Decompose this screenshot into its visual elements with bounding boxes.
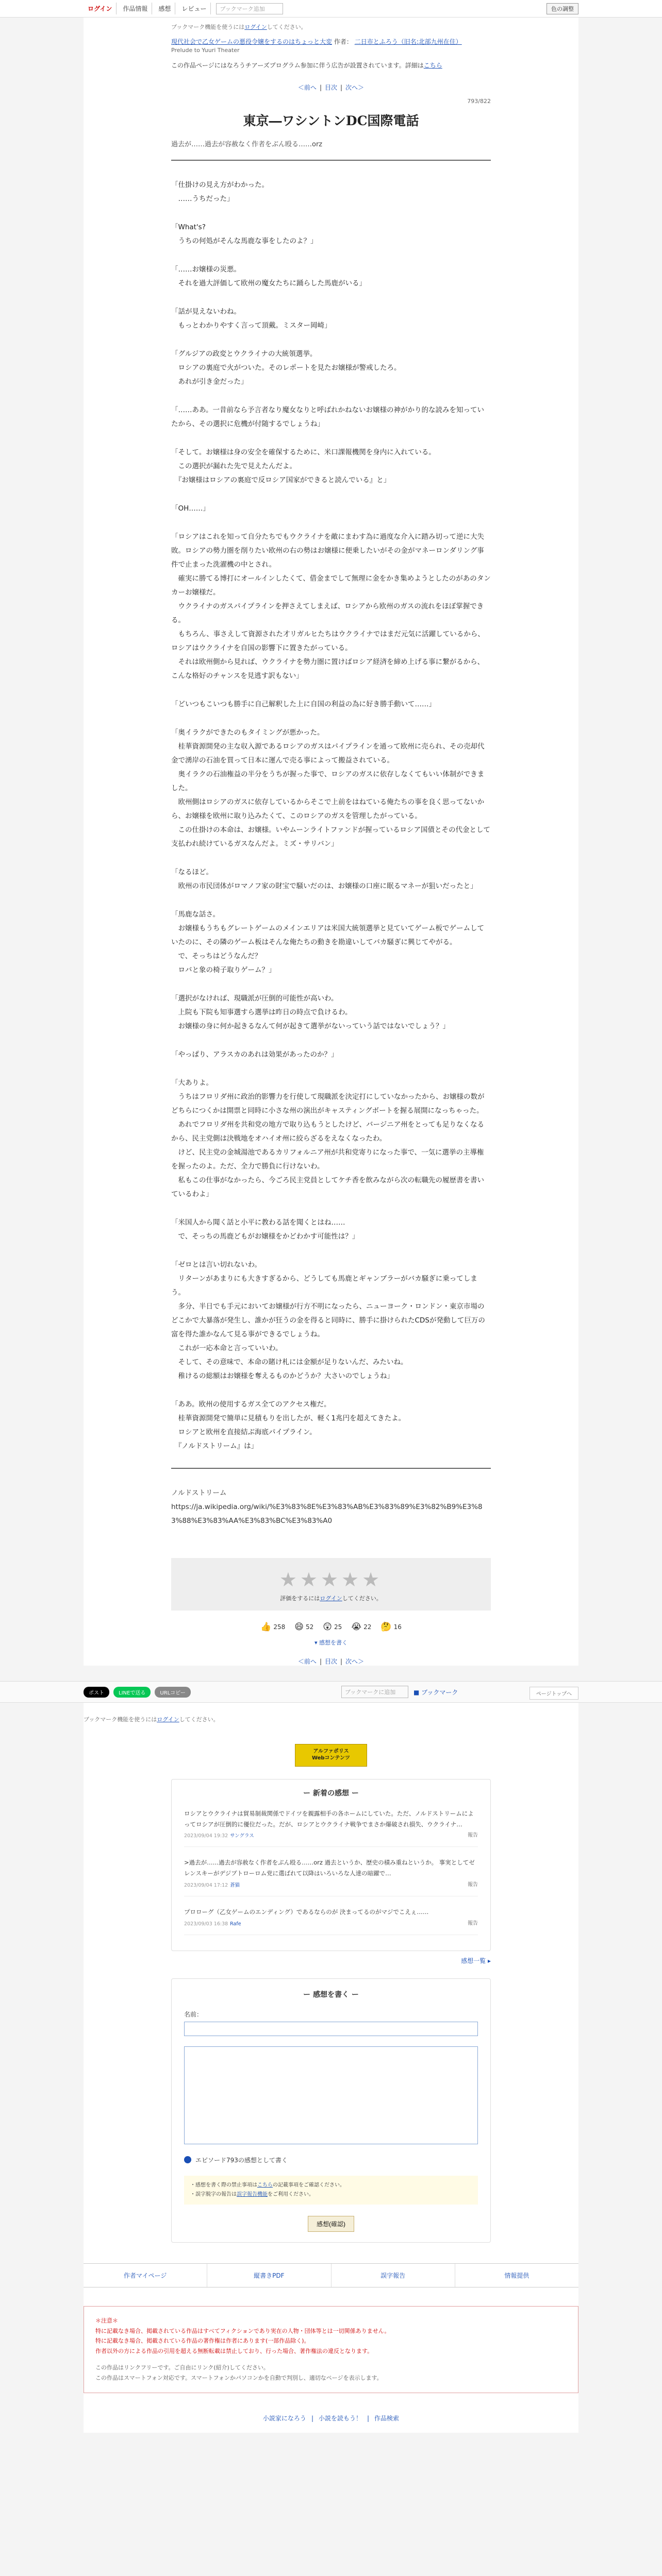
report-button[interactable]: 報告 xyxy=(468,1920,478,1926)
bottom-links: 小説家になろう | 小説を読もう！ | 作品検索 xyxy=(262,2414,400,2422)
write-warnings: ・感想を書く際の禁止事項はこちらの記載事項をご確認ください。 ・誤字脱字の報告は誤字報告機能をご利用ください。 xyxy=(184,2176,478,2205)
comment-textarea[interactable] xyxy=(184,2046,478,2144)
series-info: 現代社会で乙女ゲームの悪役令嬢をするのはちょっと大変 作者： 二日市とふろう（旧名:北部九州在住） xyxy=(171,38,462,45)
share-line-button[interactable]: LINEで送る xyxy=(113,1687,151,1698)
paragraph: 「米国人から聞く話と小平に教わる話を聞くとはね…… で、そっちの馬鹿どもがお嬢様をかどわかす可能性は？」 xyxy=(171,1218,359,1241)
page xyxy=(84,18,578,1666)
thumbsup-icon: 👍 xyxy=(260,1622,272,1632)
paragraph: 「ロシアはこれを知って自分たちでもウクライナを敵にまわす為に過度な介入に踏み切って逆に大失敗。ロシアの勢力圏を削りたい欧州の右の勢はお嬢様に便乗したいがその金がマネーロンダリング事件で止まった洗濯機の中とされ。 確実に勝てる博打にオールインしたくて、借金までして無理に金をかき集めようとしたのがあのタンカーお嬢様だ。 ウクライナのガスパイプラインを押さえてしまえば、ロシアから欧州のガスの流れをほぼ掌握できる。 もちろん、事さえして資源された才リガルヒたちはウクライナではまだ元気に活躍しているから、ロシアはウクライナを自国の影響下に置きたがっている。 それは欧州側から見れば、ウクライナを勢力圏に置けばロシア経済を締め上げる事に繋がるから、こんな格好のチャンスを見逃す訳もない」 xyxy=(171,533,491,680)
rating-area xyxy=(171,1558,491,1611)
paragraph: 「大ありよ。 うちはフロリダ州に政治的影響力を行使して現職派を決定打にしていなかったから、お嬢様の数がどちらにつくかは開票と同時に小さな州の演出がキャスティングボートを握る展開になっちゃった。 あれでフロリダ州を共和党の地方で取り込もうとしたけど、バージニア州をとっても足りなくなるから、民主党側は決戦地をオハイオ州に絞らざるをえなくなったわ。 けど、民主党の金城湯池であるカリフォルニア州が共和党寄りになった事で、一気に選挙の主導権を握ったのよ。ただ、全力で勝負に行けないわ。 私もこの仕事がなかったら、今ごろ民主党員としてケチ香を飲みながら次の転職先の履歴書を書いているわよ」 xyxy=(171,1079,485,1198)
afterword-title: ノルドストリーム xyxy=(171,1489,227,1497)
login-link-bottom[interactable]: ログイン xyxy=(157,1716,179,1723)
episode-number: 793/822 xyxy=(467,98,491,105)
vertical-pdf-link[interactable]: 縦書きPDF xyxy=(207,2264,331,2287)
paragraph: 「What's? うちの何処がそんな馬鹿な事をしたのよ？」 xyxy=(171,223,318,245)
paragraph: 「……ああ。一昔前なら予言者なり魔女なりと呼ばれかねないお嬢様の神がかり的な読みを知っていたから、その選択に危機が付随するでしょうね」 xyxy=(171,406,484,428)
submit-impression-button[interactable]: 感想(確認) xyxy=(308,2216,354,2232)
top-bar xyxy=(0,0,662,18)
notice-box: ＊注意＊ 特に記載なき場合、掲載されている作品はすべてフィクションであり実在の人物・団体等とは一切関係ありません。 特に記載なき場合、掲載されている作品の著作権は作者にあります(一部作品除く)。 作者以外の方による作品の引用を超える無断転載は禁止しており、行った場合、著作権法の違反となります。 この作品はリンクフリーです。ご自由にリンク(紹介)してください。 この作品はスマートフォン対応です。スマートフォンかパソコンかを自動で判別し、適切なページを表示します。 xyxy=(84,2306,578,2393)
impressions-title: ー 新着の感想 ー xyxy=(303,1789,359,1798)
toc-link[interactable]: 目次 xyxy=(324,84,337,91)
prev-link-bottom[interactable]: ＜前へ xyxy=(297,1658,317,1665)
nav-impressions[interactable]: 感想 xyxy=(154,3,175,14)
impressions-list-link[interactable]: 感想一覧 ▸ xyxy=(461,1957,491,1964)
nav-review[interactable]: レビュー xyxy=(177,3,211,14)
login-link-inline[interactable]: ログイン xyxy=(244,24,267,30)
bookmark-note-bottom: ブックマーク機能を使うにはログインしてください。 xyxy=(84,1716,219,1723)
color-adjust-button[interactable]: 色の調整 xyxy=(547,3,578,14)
reaction-thumbsup[interactable]: 👍 258 xyxy=(260,1622,286,1632)
paragraph: 「馬鹿な話さ。 お嬢様もうちもグレートゲームのメインエリアは米国大統領選挙と見ていてゲーム板でゲームしていたのに、その隣のゲーム板はそんな俺たちの動きを勘違いしてバカ騒ぎに興じてやがる。 で、そっちはどうなんだ？ ロバと象の椅子取りゲーム？」 xyxy=(171,910,484,974)
search-link[interactable]: 作品検索 xyxy=(374,2414,400,2422)
paragraph: 「ゼロとは言い切れないわ。 リターンがあまりにも大きすぎるから、どうしても馬鹿とギャンブラーがバカ騒ぎに乗ってしまう。 多分、半日でも手元においてお嬢様が行方不明になったら、ニューヨーク・ロンドン・東京市場のどこかで大暴落が発生し、誰かが狂うの金を得ると同時に、勝手に掛けられたCDSが発動して巨万の富を得た誰かなんて見る事ができるでしょうね。 これが一応本命と言っていいわ。 そして、その意味で、本命の賭け札には金額が足りないんだ、みたいね。 稚けるの総額はお嬢様を奪えるものかどうか？大さいのでしょうね」 xyxy=(171,1261,485,1380)
impression-item: ロシアとウクライナは貿易制裁関係でドイツを親露相手の各ホームにしていた。ただ、ノルドストリームによってロシアが圧倒的に優位だった。だが、ロシアとウクライナ戦争でまさか爆破され損失、ウクライナ… 2023/09/04 19:32 サングラス 報告 xyxy=(184,1808,478,1847)
rating-note: 評価をするにはログインしてください。 xyxy=(280,1595,382,1602)
bookmark-note: ブックマーク機能を使うにはログインしてください。 xyxy=(171,24,307,30)
reactions xyxy=(171,1622,491,1632)
paragraph: 「なるほど。 欧州の市民団体がロマノフ家の財宝で騒いだのは、お嬢様の口座に眠るマネーが狙いだったと」 xyxy=(171,868,477,890)
paragraph: 「どいつもこいつも勝手に自己解釈した上に自国の利益の為に好き勝手動いて……」 xyxy=(171,700,436,708)
program-detail-link[interactable]: こちら xyxy=(423,62,442,69)
paragraph: 「選択がなければ、現職派が圧倒的可能性が高いわ。 上院も下院も知事選すら選挙は昨日の時点で負けるわ。 お嬢様の身に何か起きるなんて何が起きて選挙がないっていう話ではないでしょう？」 xyxy=(171,994,450,1030)
paragraph: 「OH……」 xyxy=(171,504,210,513)
nav-work-info[interactable]: 作品情報 xyxy=(119,3,152,14)
impression-author[interactable]: サングラス xyxy=(230,1833,254,1839)
paragraph: 「グルジアの政変とウクライナの大統領選挙。 ロシアの裏庭で火がついた。そのレポートを見たお嬢様が警戒したろ。 あれが引き金だった」 xyxy=(171,350,401,386)
preface: 過去が……過去が容赦なく作者をぶん殴る……orz xyxy=(171,139,491,161)
new-impressions xyxy=(171,1779,491,1951)
thinking-icon: 🤔 xyxy=(380,1622,392,1632)
program-note: この作品ページにはなろうチアーズプログラム参加に伴う広告が設置されています。詳細はこちら xyxy=(171,62,442,69)
paragraph: 「そして。お嬢様は身の安全を確保するために、米口課報機関を身内に入れている。 この選択が漏れた先で見えたんだよ。 『お嬢様はロシアの裏庭で反ロシア国家ができると読んでいる』と」 xyxy=(171,448,436,484)
afterword xyxy=(171,1468,491,1528)
info-provide-link[interactable]: 情報提供 xyxy=(504,2272,529,2279)
write-title: ー 感想を書く ー xyxy=(303,1990,359,1999)
reaction-smile[interactable]: 😄 52 xyxy=(294,1622,314,1632)
typo-report-link[interactable]: 誤字報告機能 xyxy=(237,2191,268,2197)
impression-item: プロローグ（乙女ゲームのエンディング）であるならのが 決まってるのがマジでこえぇ…… 2023/09/03 16:38 Rafe 報告 xyxy=(184,1907,478,1935)
episode-nav-top: ＜前へ | 目次 | 次へ＞ xyxy=(297,84,365,91)
reaction-thinking[interactable]: 🤔 16 xyxy=(380,1622,402,1632)
typo-report-footer-link[interactable]: 誤字報告 xyxy=(332,2264,455,2287)
rating-login-link[interactable]: ログイン xyxy=(320,1595,342,1602)
yomou-link[interactable]: 小説を読もう！ xyxy=(318,2414,362,2422)
name-input[interactable] xyxy=(184,2022,478,2036)
write-impression-link[interactable]: ▾ 感想を書く xyxy=(314,1639,348,1646)
footer-links xyxy=(84,2263,578,2287)
narou-link[interactable]: 小説家になろう xyxy=(262,2414,306,2422)
author-link[interactable]: 二日市とふろう（旧名:北部九州在住） xyxy=(354,38,462,45)
copy-url-button[interactable]: URLコピー xyxy=(155,1687,190,1698)
check-icon[interactable] xyxy=(184,2156,191,2163)
smile-icon: 😄 xyxy=(294,1622,304,1632)
paragraph: 「話が見えないわね。 もっとわかりやすく言って頂戴。ミスター岡崎」 xyxy=(171,308,332,330)
author-mypage-link[interactable]: 作者マイページ xyxy=(84,2264,207,2287)
next-link-bottom[interactable]: 次へ＞ xyxy=(345,1658,365,1665)
episode-title: 東京―ワシントンDC国際電話 xyxy=(243,113,419,128)
star-rating[interactable]: ★★★★★ xyxy=(279,1568,383,1591)
afterword-url: https://ja.wikipedia.org/wiki/%E3%83%8E%E3%83%AB%E3%83%89%E3%82%B9%E3%83%88%E3%83%AA%E3%83%BC%E3%83%A0 xyxy=(171,1503,483,1525)
series-subtitle: Prelude to Yuuri Theater xyxy=(171,47,240,54)
page-top-button[interactable]: ページトップへ xyxy=(529,1687,578,1700)
report-button[interactable]: 報告 xyxy=(468,1882,478,1888)
paragraph: 「奥イラクができたのもタイミングが悪かった。 桂華資源開発の主な収入源であるロシアのガスはパイプラインを通って欧州に売られ、その売却代金で湧岸の石油を買って日本に運んで売る事によって搬益されている。 奥イラクの石油権益の半分をうちが握った事で、ロシアのガスに依存しなくてもいい体制ができました。 欧州側はロシアのガスに依存しているからそこで上前をはねている俺たちの事を良く思ってないから、お嬢様を欧州に取り込みたくて、このロシアのガスを管理したがっている。 この仕掛けの本命は、お嬢様。いやムーンライトファンドが握っているロシア国債とその代金として支払われ続けているガスなんだよ。ミズ・サリバン」 xyxy=(171,728,490,848)
prev-link[interactable]: ＜前へ xyxy=(297,84,317,91)
write-impression-form xyxy=(171,1978,491,2243)
paragraph: 「仕掛けの見え方がわかった。 ……うちだった」 xyxy=(171,181,269,203)
series-title-link[interactable]: 現代社会で乙女ゲームの悪役令嬢をするのはちょっと大変 xyxy=(171,38,333,45)
episode-nav-bottom: ＜前へ | 目次 | 次へ＞ xyxy=(297,1658,365,1665)
paragraph: 「……お嬢様の災悪。 それを過大評価して欧州の魔女たちに踊らした馬鹿がいる」 xyxy=(171,265,366,287)
share-x-button[interactable]: ポスト xyxy=(84,1687,109,1698)
impression-author[interactable]: Rafe xyxy=(230,1921,241,1927)
name-label: 名前： xyxy=(184,2010,203,2018)
reaction-cry[interactable]: 😭 22 xyxy=(351,1622,372,1632)
impression-author[interactable]: 蒼猫 xyxy=(230,1882,240,1888)
rules-link[interactable]: こちら xyxy=(257,2182,273,2188)
paragraph: 「やっぱり、アラスカのあれは効果があったのか？」 xyxy=(171,1050,338,1059)
bookmark-input-bottom[interactable]: ブックマークに追加 xyxy=(341,1686,408,1698)
next-link[interactable]: 次へ＞ xyxy=(345,84,365,91)
paragraph: 「ああ。欧州の使用するガス全てのアクセス権だ。 桂華資源開発で簡単に見積もりを出したが、軽く1兆円を超えてきたよ。 ロシアと欧州を直接結ぶ海底パイプライン。 『ノルドストリーム』は」 xyxy=(171,1400,406,1450)
share-bar xyxy=(0,1681,662,1703)
report-button[interactable]: 報告 xyxy=(468,1833,478,1839)
content-container xyxy=(171,18,491,1666)
login-link[interactable]: ログイン xyxy=(84,3,117,14)
lower-page xyxy=(84,1703,578,2433)
alphapolis-banner[interactable]: アルファポリス Webコンテンツ xyxy=(295,1744,367,1767)
surprised-icon: 😲 xyxy=(323,1622,332,1632)
reaction-surprised[interactable]: 😲 25 xyxy=(323,1622,342,1632)
bookmark-search-input[interactable]: ブックマーク追加 xyxy=(216,3,283,14)
novel-body xyxy=(171,161,491,1453)
notice-head: ＊注意＊ xyxy=(95,2317,118,2324)
toc-link-bottom[interactable]: 目次 xyxy=(324,1658,337,1665)
impression-item: >過去が……過去が容赦なく作者をぶん殴る……orz 過去というか、歴史の積み重ねというか。 事実としてゼレンスキーがデジブトローロム党に選ばれて以降はいろいろな人達の暗躍で… 2023/09/04 17:12 蒼猫 報告 xyxy=(184,1857,478,1896)
bookmark-button[interactable]: ■ ブックマーク xyxy=(413,1688,458,1696)
episode-checkbox-row[interactable]: エピソード793の感想として書く xyxy=(184,2156,478,2164)
cry-icon: 😭 xyxy=(351,1622,362,1632)
